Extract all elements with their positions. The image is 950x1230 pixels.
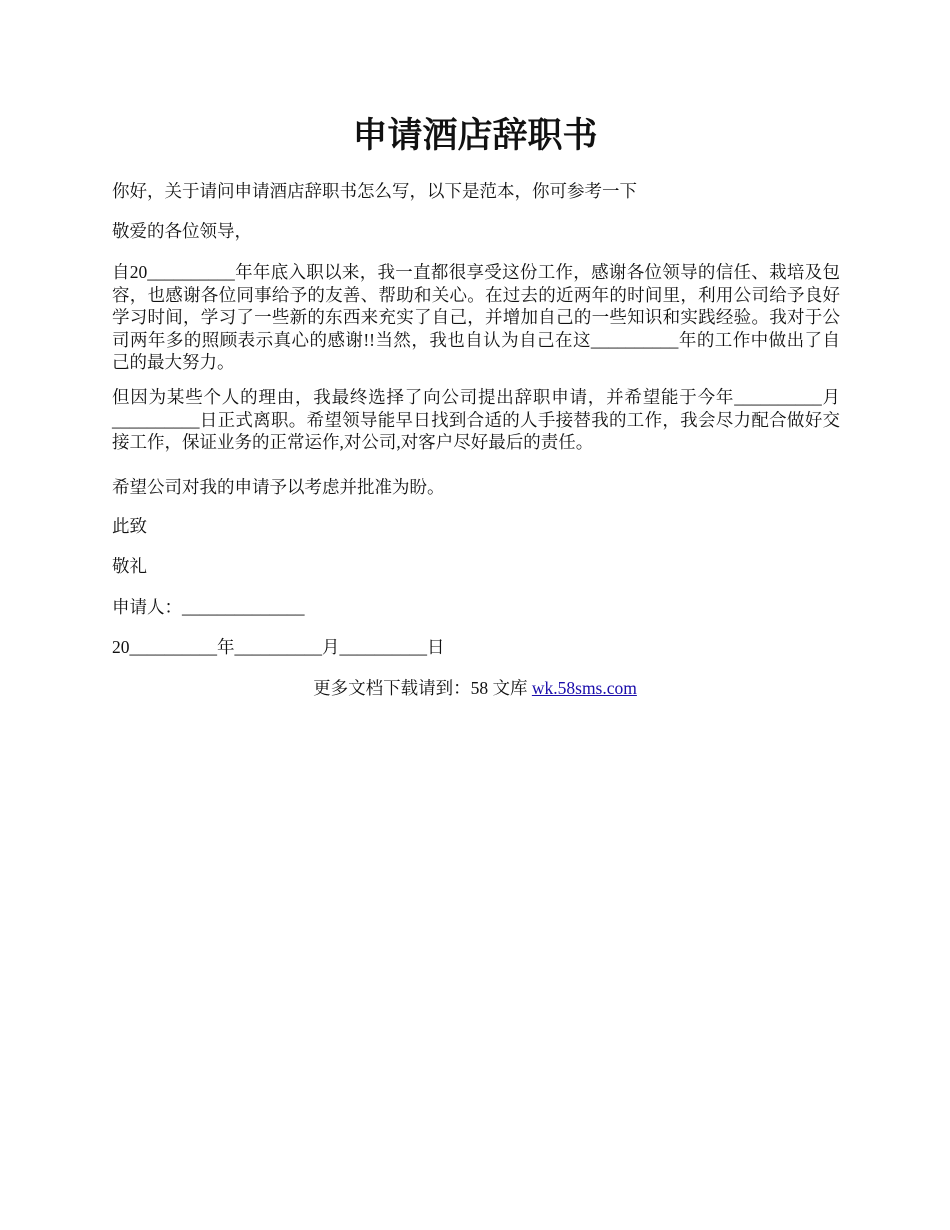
body-paragraph-2: 但因为某些个人的理由，我最终选择了向公司提出辞职申请，并希望能于今年__________月__________日正式离职。希望领导能早日找到合适的人手接替我的工作，我会尽力配合做好交接工作，保证业务的正常运作,对公司,对客户尽好最后的责任。	[112, 387, 840, 452]
body-paragraph-1: 自20__________年年底入职以来，我一直都很享受这份工作，感谢各位领导的信任、栽培及包容，也感谢各位同事给予的友善、帮助和关心。在过去的近两年的时间里，利用公司给予良好学习时间，学习了一些新的东西来充实了自己，并增加自己的一些知识和实践经验。我对于公司两年多的照顾表示真心的感谢!!当然，我也自认为自己在这__________年的工作中做出了自己的最大努力。	[112, 262, 840, 372]
footer-text: 更多文档下载请到：58 文库	[313, 678, 532, 698]
closing-cizhi: 此致	[112, 516, 147, 536]
date-line: 20__________年__________月__________日	[112, 637, 445, 657]
footer-link[interactable]: wk.58sms.com	[531, 678, 637, 698]
applicant-line: 申请人：______________	[112, 597, 305, 617]
document-title: 申请酒店辞职书	[352, 116, 598, 155]
request-line: 希望公司对我的申请予以考虑并批准为盼。	[112, 477, 445, 497]
closing-jingli: 敬礼	[112, 556, 147, 576]
intro-paragraph: 你好，关于请问申请酒店辞职书怎么写，以下是范本，你可参考一下	[112, 181, 637, 201]
salutation: 敬爱的各位领导，	[112, 221, 252, 241]
footer	[0, 677, 950, 700]
